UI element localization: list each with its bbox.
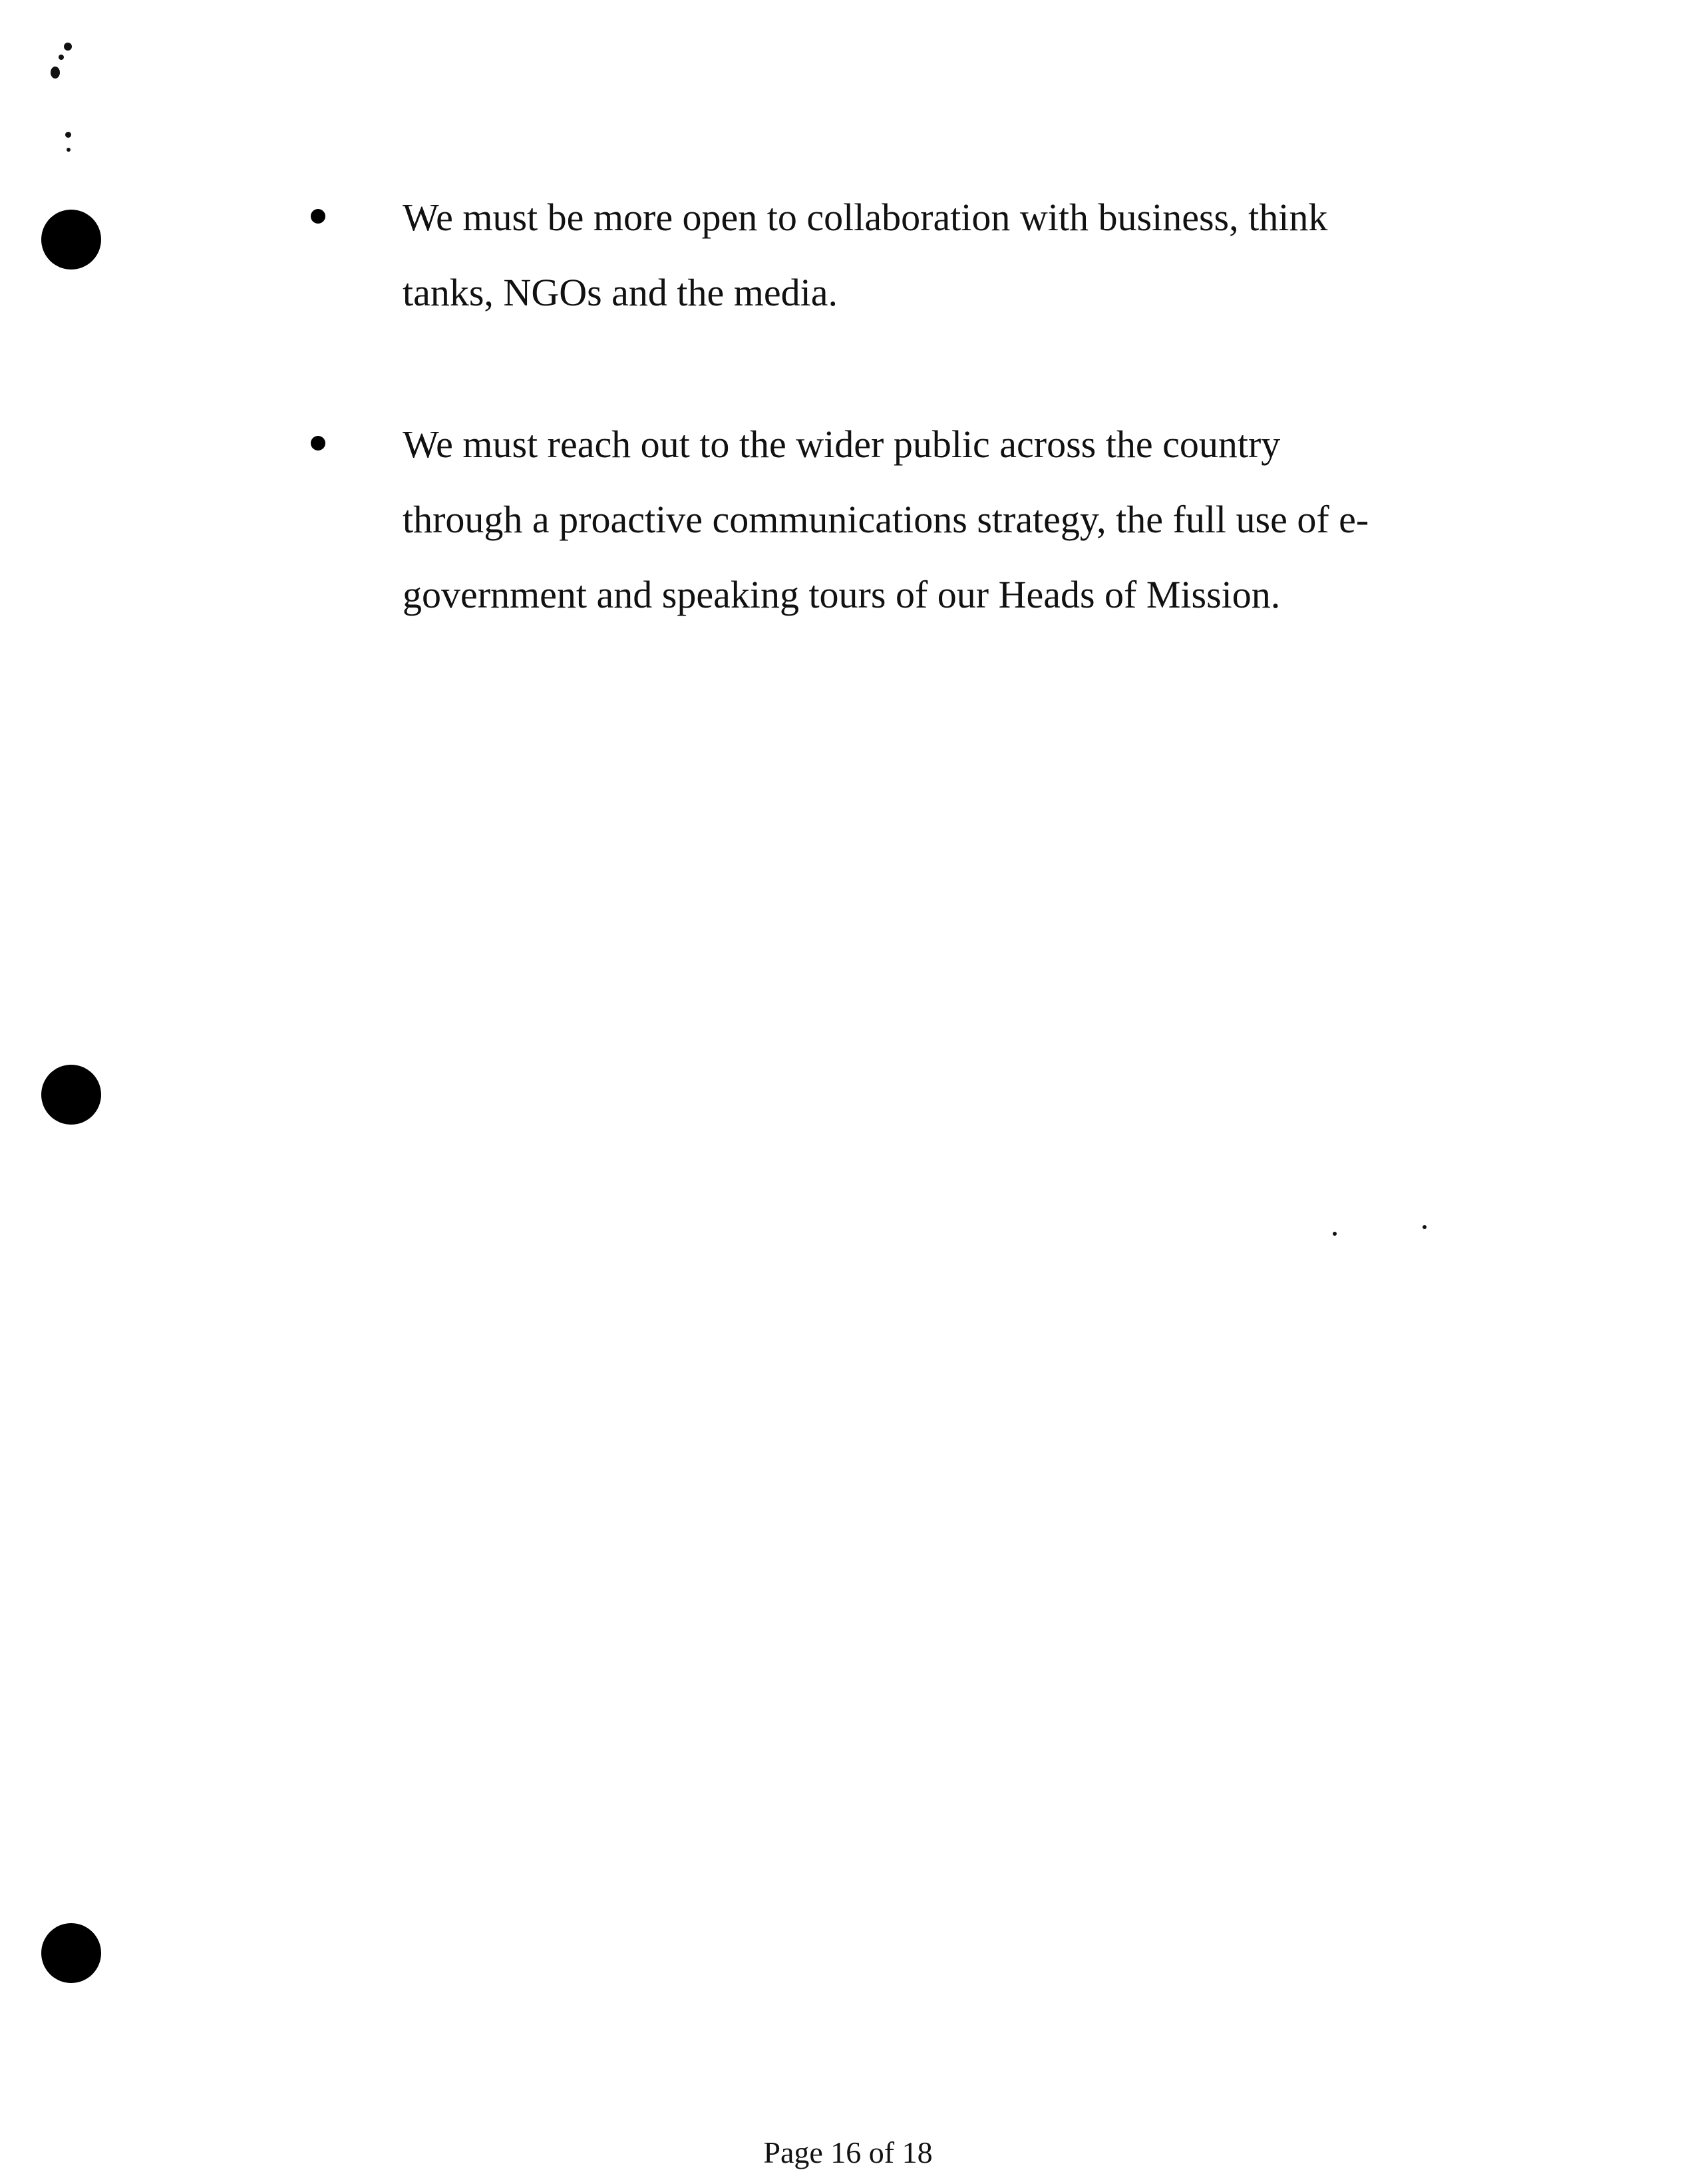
bullet-line: We must be more open to collaboration with business, think [403, 196, 1328, 239]
bullet-point-icon [311, 436, 325, 451]
bullet-line: We must reach out to the wider public across the country [403, 423, 1281, 466]
bullet-line: through a proactive communications strategy, the full use of e- [403, 498, 1369, 541]
scan-speck [64, 43, 72, 51]
bullet-point-icon [311, 209, 325, 224]
punch-hole-bottom [41, 1923, 101, 1983]
page-number-footer: Page 16 of 18 [763, 2135, 933, 2169]
punch-hole-top [41, 210, 101, 270]
bullet-item [293, 407, 1464, 632]
scan-speck [65, 132, 71, 138]
scan-speck [67, 148, 71, 152]
bullet-line: government and speaking tours of our Heads of Mission. [403, 573, 1281, 616]
scan-speck [1333, 1232, 1337, 1236]
bullet-item [293, 180, 1464, 330]
punch-hole-middle [41, 1065, 101, 1125]
bullet-list [293, 180, 1464, 709]
scan-speck [1423, 1225, 1427, 1229]
scan-speck [59, 55, 64, 60]
bullet-line: tanks, NGOs and the media. [403, 271, 838, 314]
scan-speck [51, 67, 60, 79]
